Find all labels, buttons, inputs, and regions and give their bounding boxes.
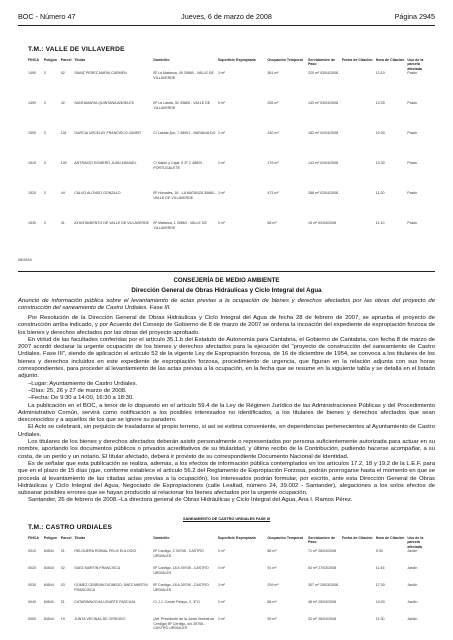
page-header — [18, 12, 435, 24]
table-cell: SAEZ MARTIN FRANCISCA — [74, 566, 121, 571]
table-row — [28, 566, 430, 583]
section1-table — [28, 58, 430, 251]
table-cell: AYUNTAMIENTO DE VALLE DE VILLAVERDE — [74, 221, 150, 226]
table-cell: 1490 — [28, 71, 36, 76]
table-cell: GARCIA URCELAY FRANCISCO JAVIER — [74, 131, 141, 136]
anuncio-title: Anuncio de información pública sobre el levantamiento de actas previas a la ocupación de bienes y derechos afectados por las obras del proyecto de construcción del saneamiento de Castro Urdiales. Fase III. — [18, 298, 435, 312]
table-cell: Prado — [407, 161, 417, 166]
table-cell: 41 — [60, 221, 65, 226]
table-row — [28, 600, 430, 617]
table-cell: HELGUERA ROBIAL FELIX EULOGIO — [74, 549, 137, 554]
table-cell: 0 m² — [217, 617, 225, 622]
body-paragraph: –Días: 25, 26 y 27 de marzo de 2008. — [28, 387, 127, 394]
table-row — [28, 71, 430, 101]
table-cell: 0 m² — [217, 583, 225, 588]
table-cell: C/ Nalón y Cajal, 5 3º C 48820 - PORTUGALETE — [153, 161, 205, 170]
column-header: Servidumbre de Paso — [307, 58, 336, 67]
table-cell: 101 — [60, 131, 67, 136]
table-cell: 48 m² 25/03/2008 — [307, 600, 337, 605]
body-paragraph: –Fecha: De 9:30 a 14:00, 16:30 a 18:30. — [28, 395, 134, 402]
table-row — [28, 221, 430, 251]
table-cell: 3 — [43, 221, 46, 226]
section1-ref: 08/2816 — [18, 258, 32, 262]
header-page-number: Página 2945 — [394, 12, 435, 21]
body-paragraph: –Lugar: Ayuntamiento de Castro Urdiales. — [28, 380, 138, 387]
table-row — [28, 101, 430, 131]
column-header: Superficie Expropiada — [217, 536, 256, 540]
column-header: Ocupación Temporal — [267, 536, 303, 540]
direccion-title: Dirección General de Obras Hidráulicas y Ciclo Integral del Agua — [131, 287, 322, 294]
column-header: Uso de la parcela afectada — [407, 536, 424, 549]
table-cell: Jardín — [407, 549, 418, 554]
table-cell: 0020 — [28, 566, 36, 571]
table-header-row — [28, 58, 430, 71]
table-cell: 0 m² — [217, 566, 225, 571]
table-cell: ANTRAIGO ROMERO JUAN MANUEL — [74, 161, 137, 166]
table-cell: Bº Cardigo, 18 A 39708 - CASTRO URDIALES — [153, 583, 209, 592]
table-cell: 1530 — [28, 221, 36, 226]
table-cell: Bº Cardigo, 2 39708 - CASTRO URDIALES — [153, 549, 204, 558]
table-cell: Prado — [407, 101, 417, 106]
table-row — [28, 617, 430, 634]
table-cell: Prado — [407, 131, 417, 136]
table-cell: Bº La Matanza, 45 39860 - VALLE DE VILLAVERDE — [153, 71, 214, 80]
table-cell: 5 m² — [217, 101, 225, 106]
header-rule — [18, 25, 435, 26]
column-header: Titular — [74, 536, 86, 540]
table-cell: 59 m² — [267, 617, 277, 622]
table-cell: 0 m² — [217, 161, 225, 166]
table-cell: 42 — [60, 71, 65, 76]
table-cell: Jardín — [407, 617, 418, 622]
body-paragraph: El Acto se celebrará, sin perjuicio de trasladarse al propio terreno, si así se estima conveniente, en dependencias pertenecientes al Ayuntamiento de Castro Urdiales. — [18, 424, 435, 438]
column-header: Hora de Citación — [375, 536, 405, 540]
section2-title: T.M.: CASTRO URDIALES — [28, 524, 113, 531]
table-row — [28, 161, 430, 191]
table-cell: 100 — [60, 161, 67, 166]
table-cell: 12:10 — [375, 71, 385, 76]
annex-subtitle: SANEAMIENTO DE CASTRO URDIALES FASE III — [182, 517, 271, 521]
column-header: Servidumbre de Paso — [307, 536, 336, 545]
table-cell: Bº Cardigo, 18 A 39708 - CASTRO URDIALES — [153, 566, 209, 575]
table-cell: 473 m² — [267, 191, 279, 196]
table-cell: 11:30 — [375, 617, 385, 622]
table-cell: Prado — [407, 221, 417, 226]
table-cell: 11:45 — [375, 566, 385, 571]
table-cell: 21 — [60, 600, 65, 605]
table-header-row — [28, 536, 430, 549]
column-header: Superficie Expropiada — [217, 58, 256, 62]
table-cell: 91 m² — [267, 566, 277, 571]
table-cell: 88 m² — [267, 600, 277, 605]
table-cell: 71 m² 26/03/2008 — [307, 549, 337, 554]
table-cell: Jardín — [407, 583, 418, 588]
table-cell: 03 — [60, 583, 65, 588]
body-paragraph: Es de señalar que esta publicación se realiza, además, a los efectos de información pública contemplados en los artículos 17.2, 18 y 19.2 de la L.E.F. para que en el plazo de 15 días (que, conforme establece el artículo 56.2 del Reglamento de Expropiación Forzosa, podrán prorrogarse hasta el momento en que se proceda al levantamiento de las citadas actas previas a la ocupación), los interesados podrán formular, por escrito, ante esta Dirección General de Obras Hidráulicas y Ciclo Integral del Agua, Negociado de Expropiaciones (calle Lealtad, número 24, 39.002 - Santander), alegaciones a los solos efectos de subsanar posibles errores que se hayan producido al relacionar los bienes afectados por la urgente ocupación. — [18, 460, 435, 497]
column-header: Uso de la parcela afectada — [407, 58, 424, 71]
table-cell: 84544 — [43, 617, 54, 622]
table-cell: 0 m² — [217, 221, 225, 226]
table-cell: 143 m² 02/04/2008 — [307, 161, 339, 166]
table-cell: 01 — [60, 549, 65, 554]
section1-title: T.M.: VALLE DE VILLAVERDE — [28, 46, 125, 53]
column-header: Domicilio — [153, 536, 170, 540]
table-cell: 0040 — [28, 600, 36, 605]
table-cell: C/ J.J. Conde Pelayo, 2, 3º D — [153, 600, 200, 605]
table-row — [28, 191, 430, 221]
table-cell: JUNTA VECINAL DE CERDIGO — [74, 617, 126, 622]
table-cell: 84544 — [43, 549, 54, 554]
body-paragraph: Los titulares de los bienes y derechos afectados deberán asistir personalmente o representados por persona suficientemente autorizada para actuar en su nombre, aportando los documentos públicos o privados acreditativos de su titularidad, y último recibo de la Contribución, pudiendo hacerse acompañar, a su costa, de un perito y un notario. El titular afectado, deberá ir provisto de su correspondiente Documento Nacional de Identidad. — [18, 439, 435, 460]
table-cell: 12:25 — [375, 101, 385, 106]
table-cell: 15 m² 02/04/2008 — [307, 221, 337, 226]
table-cell: 0 m² — [217, 191, 225, 196]
table-cell: (Att. Presidente de la Junta Vecinal de Cerdigo) Bº Cerdigo, s/n 39708 - CASTRO URDIALES — [153, 617, 215, 631]
table-cell: 54 m² 27/03/2008 — [307, 566, 337, 571]
table-cell: Bº Matanza, 1 39860 - VALLE DE VILLAVERDE — [153, 221, 207, 230]
table-cell: 220 m² 03/04/2008 — [307, 71, 339, 76]
column-header: Domicilio — [153, 58, 170, 62]
table-cell: 68 m² — [267, 221, 277, 226]
table-cell: Jardín — [407, 566, 418, 571]
table-cell: 1500 — [28, 131, 36, 136]
table-cell: 179 m² — [267, 161, 279, 166]
table-cell: Bº La Lastra, 50 39860 - VALLE DE VILLAVERDE — [153, 101, 211, 110]
table-cell: CALVO ALONSO GONZALO — [74, 191, 121, 196]
table-cell: 11:10 — [375, 221, 385, 226]
table-cell: 3 — [43, 101, 46, 106]
table-cell: GOMEZ CEBRIAN DIONISIO; SAEZ MARTIN FRANCISCA — [74, 583, 148, 592]
table-cell: 307 m² 25/03/2008 — [307, 583, 339, 588]
table-cell: 1510 — [28, 161, 36, 166]
table-row — [28, 549, 430, 566]
table-cell: 3 — [43, 71, 46, 76]
table-cell: 86 m² — [267, 549, 277, 554]
body-paragraph: La publicación en el BOC, a tenor de lo dispuesto en el artículo 59.4 de la Ley de Régimen Jurídico de las Administraciones Públicas y del Procedimiento Administrativo Común, servirá como notificación a los posibles interesados no identificados, a los titulares de bienes y derechos afectados que sean desconocidos y a aquellos de los que se ignore su paradero. — [18, 402, 435, 424]
column-header: Fecha de Citación — [341, 58, 373, 62]
table-cell: 0050 — [28, 617, 36, 622]
table-cell: SANTAMARIA QUINTANA ANGELES — [74, 101, 135, 106]
table-cell: 42 — [60, 101, 65, 106]
table-cell: 0 m² — [217, 549, 225, 554]
column-header: Parcel — [60, 536, 72, 540]
table-cell: 44 — [60, 191, 65, 196]
table-cell: 1490 — [28, 101, 36, 106]
table-cell: 9:30 — [375, 549, 383, 554]
table-cell: CATARINNOCHA UGARTE PASCUAL — [74, 600, 136, 605]
table-cell: 3 — [43, 161, 46, 166]
header-bulletin-number: BOC - Número 47 — [18, 12, 76, 21]
table-cell: 84544 — [43, 600, 54, 605]
table-cell: 255 m² — [267, 101, 279, 106]
table-cell: Jardín — [407, 600, 418, 605]
table-cell: 0010 — [28, 549, 36, 554]
column-header: Polígon — [43, 536, 57, 540]
table-cell: 32 m² 26/03/2008 — [307, 617, 337, 622]
header-date: Jueves, 6 de marzo de 2008 — [181, 12, 272, 21]
column-header: Parcel — [60, 58, 72, 62]
column-header: Ocupación Temporal — [267, 58, 303, 62]
table-cell: 3 — [43, 131, 46, 136]
body-paragraph: Por Resolución de la Dirección General de Obras Hidráulicas y Ciclo Integral del Agua de fecha 28 de febrero de 2007, se aprueba el proyecto de construcción arriba indicado, y por Acuerdo del Consejo de Gobierno de 8 de marzo de 2007 se ordena la incoación del expediente de expropiación forzosa de los bienes y derechos afectados por las obras del proyecto aprobado. — [18, 315, 435, 336]
table-cell: 84544 — [43, 566, 54, 571]
section2-table — [28, 536, 430, 634]
table-cell: 10:30 — [375, 131, 385, 136]
table-cell: SAINZ PEREZ MARIA CARMEN — [74, 71, 127, 76]
table-cell: 288 m² 02/04/2008 — [307, 191, 339, 196]
body-paragraphs — [18, 315, 435, 505]
table-cell: 0 m² — [217, 131, 225, 136]
table-cell: 02 — [60, 566, 65, 571]
table-cell: 143 m² 03/04/2008 — [307, 101, 339, 106]
table-row — [28, 131, 430, 161]
table-cell: Prado — [407, 191, 417, 196]
consejeria-title: CONSEJERÍA DE MEDIO AMBIENTE — [173, 277, 280, 284]
column-header: Hora de Citación — [375, 58, 405, 62]
table-cell: 3 — [43, 191, 46, 196]
table-cell: 0 m² — [217, 71, 225, 76]
column-header: FINCA — [28, 58, 39, 62]
table-cell: 19 — [60, 617, 65, 622]
table-cell: 183 m² 02/04/2008 — [307, 131, 339, 136]
table-cell: 17:30 — [375, 583, 385, 588]
body-paragraph: En virtud de las facultades conferidas por el artículo 35.1.b del Estatuto de Autonomía para Cantabria, el Gobierno de Cantabria, con fecha 8 de marzo de 2007 acordó declarar la urgente ocupación de los bienes y derechos afectados para la ejecución del "proyecto de construcción del saneamiento de Castro Urdiales. Fase III", siendo de aplicación el artículo 52 de la vigente Ley de Expropiación forzosa, de 16 de diciembre de 1954, se convoca a los titulares de los bienes y derechos incluidos en este expediente de expropiación forzosa, procedimiento de urgencia, que figuran en la relación adjunta con sus horas correspondientes, para proceder al levantamiento de las actas previas a la ocupación, en la fecha que se resume en la siguiente tabla y se detalla en el listado adjunto. — [18, 336, 435, 380]
table-cell: 0 m² — [217, 600, 225, 605]
column-header: FINCA — [28, 536, 39, 540]
body-paragraph: Santander, 26 de febrero de 2008.–La directora general de Obras Hidráulicas y Ciclo Integral del Agua, Ana I. Ramos Pérez. — [28, 497, 353, 504]
table-cell: C/ Lasala 4pc, 7 48001 - BARAKALDO — [153, 131, 216, 136]
table-cell: 10:30 — [375, 161, 385, 166]
divider — [18, 271, 435, 272]
table-cell: Prado — [407, 71, 417, 76]
table-cell: Bº Hornales, 16 - LA MATANZA 39860 - VALLE DE VILLAVERDE — [153, 191, 217, 200]
table-row — [28, 583, 430, 600]
table-cell: 240 m² — [267, 131, 279, 136]
table-cell: 11:20 — [375, 191, 385, 196]
table-cell: 1520 — [28, 191, 36, 196]
table-cell: 0030 — [28, 583, 36, 588]
table-cell: 381 m² — [267, 71, 279, 76]
column-header: Polígon — [43, 58, 57, 62]
table-cell: 84544 — [43, 583, 54, 588]
table-cell: 209 m² — [267, 583, 279, 588]
column-header: Titular — [74, 58, 86, 62]
table-cell: 10:00 — [375, 600, 385, 605]
column-header: Fecha de Citación — [341, 536, 373, 540]
